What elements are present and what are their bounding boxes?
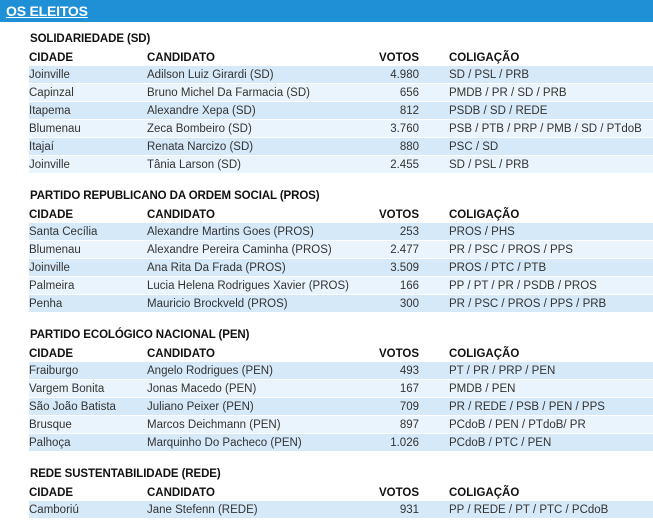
table-row (29, 84, 653, 102)
cell-coligacao: PMDB / PEN (419, 380, 653, 398)
cell-cidade: Joinville (29, 66, 147, 84)
cell-votos: 253 (379, 223, 419, 241)
cell-cidade: Vargem Bonita (29, 380, 147, 398)
table-row (29, 138, 653, 156)
cell-votos: 3.509 (379, 259, 419, 277)
column-header-cidade: CIDADE (29, 345, 147, 362)
party-heading: REDE SUSTENTABILIDADE (REDE) (30, 468, 221, 480)
cell-coligacao: PSDB / SD / REDE (419, 102, 653, 120)
cell-cidade: São João Batista (29, 398, 147, 416)
column-header-cidade: CIDADE (29, 49, 147, 66)
cell-cidade: Joinville (29, 156, 147, 174)
cell-cidade: Fraiburgo (29, 362, 147, 380)
column-header-votos: VOTOS (379, 484, 419, 501)
cell-votos: 897 (379, 416, 419, 434)
cell-candidato: Lucia Helena Rodrigues Xavier (PROS) (147, 277, 379, 295)
table-row (29, 501, 653, 519)
cell-coligacao: PCdoB / PEN / PTdoB/ PR (419, 416, 653, 434)
cell-coligacao: SD / PSL / PRB (419, 156, 653, 174)
header-bar (0, 0, 653, 22)
cell-coligacao: SD / PSL / PRB (419, 66, 653, 84)
cell-cidade: Palhoça (29, 434, 147, 452)
results-table (29, 484, 653, 519)
column-header-votos: VOTOS (379, 206, 419, 223)
cell-votos: 931 (379, 501, 419, 519)
cell-coligacao: PROS / PHS (419, 223, 653, 241)
cell-votos: 709 (379, 398, 419, 416)
cell-candidato: Renata Narcizo (SD) (147, 138, 379, 156)
cell-cidade: Itajaí (29, 138, 147, 156)
cell-votos: 493 (379, 362, 419, 380)
cell-candidato: Bruno Michel Da Farmacia (SD) (147, 84, 379, 102)
cell-cidade: Joinville (29, 259, 147, 277)
column-header-coligacao: COLIGAÇÃO (419, 206, 653, 223)
cell-candidato: Tânia Larson (SD) (147, 156, 379, 174)
table-header-row (29, 345, 653, 362)
column-header-candidato: CANDIDATO (147, 484, 379, 501)
cell-votos: 2.455 (379, 156, 419, 174)
cell-candidato: Jonas Macedo (PEN) (147, 380, 379, 398)
table-row (29, 295, 653, 313)
column-header-votos: VOTOS (379, 345, 419, 362)
cell-votos: 166 (379, 277, 419, 295)
results-content (29, 30, 649, 532)
column-header-cidade: CIDADE (29, 484, 147, 501)
table-row (29, 223, 653, 241)
cell-cidade: Brusque (29, 416, 147, 434)
cell-cidade: Santa Cecília (29, 223, 147, 241)
party-section (29, 465, 649, 519)
party-section (29, 187, 649, 313)
cell-candidato: Juliano Peixer (PEN) (147, 398, 379, 416)
cell-votos: 4.980 (379, 66, 419, 84)
cell-coligacao: PR / PSC / PROS / PPS / PRB (419, 295, 653, 313)
cell-candidato: Alexandre Martins Goes (PROS) (147, 223, 379, 241)
cell-candidato: Zeca Bombeiro (SD) (147, 120, 379, 138)
cell-cidade: Camboriú (29, 501, 147, 519)
results-table (29, 345, 653, 452)
table-row (29, 156, 653, 174)
table-row (29, 362, 653, 380)
cell-votos: 880 (379, 138, 419, 156)
table-row (29, 241, 653, 259)
table-row (29, 398, 653, 416)
table-row (29, 434, 653, 452)
cell-coligacao: PROS / PTC / PTB (419, 259, 653, 277)
column-header-cidade: CIDADE (29, 206, 147, 223)
cell-coligacao: PCdoB / PTC / PEN (419, 434, 653, 452)
table-header-row (29, 49, 653, 66)
cell-cidade: Blumenau (29, 120, 147, 138)
cell-coligacao: PP / REDE / PT / PTC / PCdoB (419, 501, 653, 519)
cell-votos: 812 (379, 102, 419, 120)
party-section (29, 30, 649, 174)
cell-votos: 300 (379, 295, 419, 313)
cell-candidato: Alexandre Pereira Caminha (PROS) (147, 241, 379, 259)
table-row (29, 259, 653, 277)
page-title: OS ELEITOS (6, 3, 88, 19)
table-row (29, 66, 653, 84)
table-row (29, 380, 653, 398)
table-row (29, 120, 653, 138)
table-row (29, 102, 653, 120)
cell-votos: 1.026 (379, 434, 419, 452)
column-header-coligacao: COLIGAÇÃO (419, 49, 653, 66)
cell-candidato: Mauricio Brockveld (PROS) (147, 295, 379, 313)
column-header-votos: VOTOS (379, 49, 419, 66)
cell-coligacao: PR / PSC / PROS / PPS (419, 241, 653, 259)
cell-cidade: Capinzal (29, 84, 147, 102)
cell-candidato: Alexandre Xepa (SD) (147, 102, 379, 120)
cell-cidade: Penha (29, 295, 147, 313)
cell-coligacao: PSB / PTB / PRP / PMB / SD / PTdoB (419, 120, 653, 138)
table-row (29, 277, 653, 295)
cell-votos: 656 (379, 84, 419, 102)
column-header-coligacao: COLIGAÇÃO (419, 345, 653, 362)
column-header-candidato: CANDIDATO (147, 345, 379, 362)
cell-candidato: Angelo Rodrigues (PEN) (147, 362, 379, 380)
cell-candidato: Jane Stefenn (REDE) (147, 501, 379, 519)
cell-cidade: Itapema (29, 102, 147, 120)
column-header-candidato: CANDIDATO (147, 206, 379, 223)
table-row (29, 416, 653, 434)
column-header-coligacao: COLIGAÇÃO (419, 484, 653, 501)
cell-cidade: Palmeira (29, 277, 147, 295)
cell-votos: 2.477 (379, 241, 419, 259)
cell-candidato: Marquinho Do Pacheco (PEN) (147, 434, 379, 452)
results-table (29, 206, 653, 313)
cell-coligacao: PMDB / PR / SD / PRB (419, 84, 653, 102)
cell-coligacao: PT / PR / PRP / PEN (419, 362, 653, 380)
table-header-row (29, 484, 653, 501)
cell-coligacao: PR / REDE / PSB / PEN / PPS (419, 398, 653, 416)
column-header-candidato: CANDIDATO (147, 49, 379, 66)
cell-candidato: Marcos Deichmann (PEN) (147, 416, 379, 434)
results-table (29, 49, 653, 174)
party-heading: SOLIDARIEDADE (SD) (30, 33, 151, 45)
cell-candidato: Adilson Luiz Girardi (SD) (147, 66, 379, 84)
cell-votos: 167 (379, 380, 419, 398)
table-header-row (29, 206, 653, 223)
cell-votos: 3.760 (379, 120, 419, 138)
party-heading: PARTIDO REPUBLICANO DA ORDEM SOCIAL (PROS) (30, 190, 320, 202)
cell-candidato: Ana Rita Da Frada (PROS) (147, 259, 379, 277)
party-heading: PARTIDO ECOLÓGICO NACIONAL (PEN) (30, 329, 250, 341)
cell-cidade: Blumenau (29, 241, 147, 259)
party-section (29, 326, 649, 452)
cell-coligacao: PP / PT / PR / PSDB / PROS (419, 277, 653, 295)
cell-coligacao: PSC / SD (419, 138, 653, 156)
